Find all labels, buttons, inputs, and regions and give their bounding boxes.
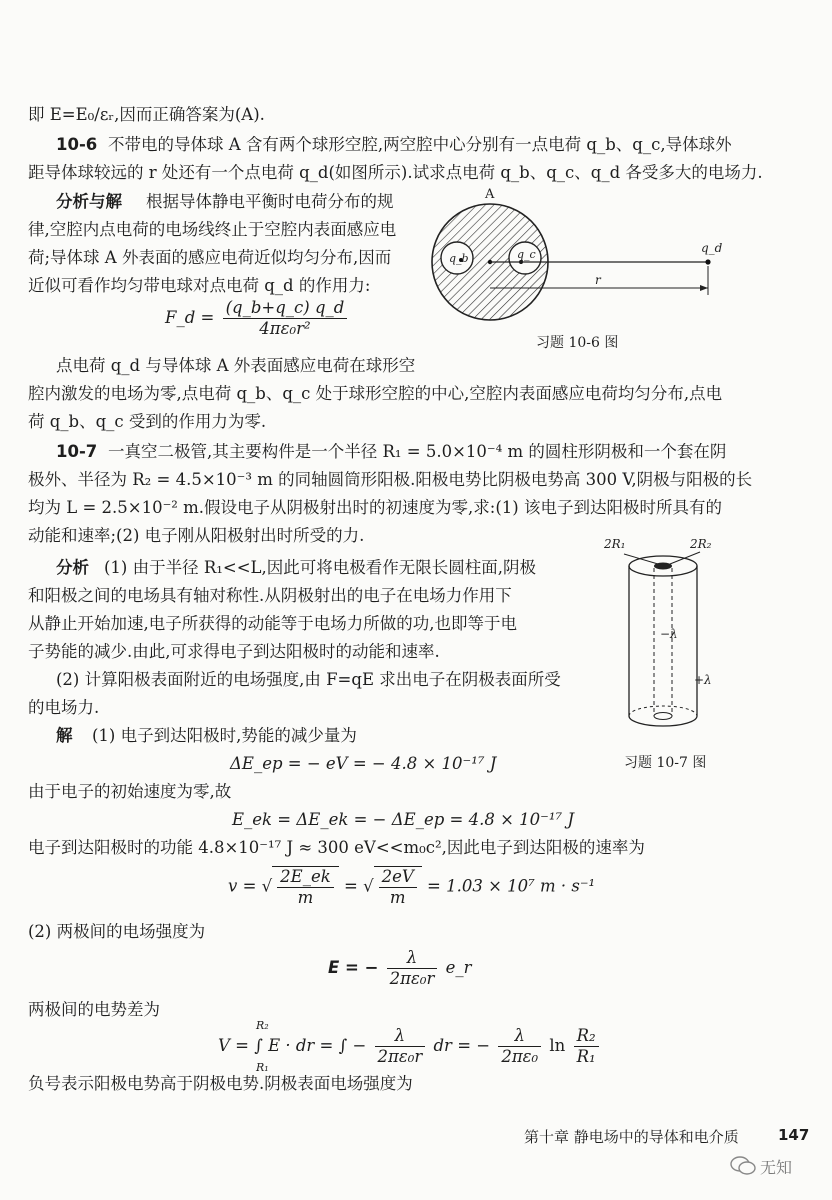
label-qd: q_d: [701, 241, 723, 255]
equation-fd: F_d = $\frac{(q\_b+q\_c) q\_d}{\text{4πε₀r²}}$: [165, 298, 350, 339]
text-line: (2) 两极间的电场强度为: [28, 922, 206, 941]
text-line: 距导体球较远的 r 处还有一个点电荷 q_d(如图所示).试求点电荷 q_b、q_c、q_d 各受多大的电场力.: [28, 163, 763, 182]
text-line: 一真空二极管,其主要构件是一个半径 R₁ = 5.0×10⁻⁴ m 的圆柱形阴极和一个套在阴: [108, 442, 727, 461]
text-line: 子势能的减少.由此,可求得电子到达阳极时的动能和速率.: [28, 642, 440, 661]
label-minus-lambda: −λ: [660, 627, 678, 641]
problem-number-10-7: 10-7: [56, 442, 98, 461]
text-line: 荷 q_b、q_c 受到的作用力为零.: [28, 412, 267, 431]
label-qc: q_c: [517, 248, 536, 261]
text-line: 点电荷 q_d 与导体球 A 外表面感应电荷在球形空: [56, 356, 416, 375]
equation-eek: E_ek = ΔE_ek = − ΔE_ep = 4.8 × 10⁻¹⁷ J: [232, 810, 574, 829]
text-line: 律,空腔内点电荷的电场线终止于空腔内表面感应电: [28, 220, 397, 239]
text-line: 近似可看作均匀带电球对点电荷 q_d 的作用力:: [28, 276, 371, 295]
text-line: 和阳极之间的电场具有轴对称性.从阴极射出的电子在电场力作用下: [28, 586, 512, 605]
text-line: 腔内激发的电场为零,点电荷 q_b、q_c 处于球形空腔的中心,空腔内表面感应电荷均匀分布,点电: [28, 384, 723, 403]
label-r: r: [595, 273, 601, 287]
text-line: 不带电的导体球 A 含有两个球形空腔,两空腔中心分别有一点电荷 q_b、q_c,导体球外: [108, 135, 732, 154]
equation-potential: V = ∫ E · dr = ∫ − $\frac{\lambda}{\text{2πε₀r}}$ dr = − $\frac{\lambda}{\text{2πε₀}}$ ln $\frac{\text{R₂}}{\text{R₁}}$: [218, 1026, 602, 1067]
text-line: 荷;导体球 A 外表面的感应电荷近似均匀分布,因而: [28, 248, 392, 267]
text-line: (1) 电子到达阳极时,势能的减少量为: [92, 726, 357, 745]
figure-10-6: [425, 180, 725, 340]
section-heading: 解: [56, 726, 73, 745]
equation-delta-eep: ΔE_ep = − eV = − 4.8 × 10⁻¹⁷ J: [230, 754, 497, 773]
text-line: 均为 L = 2.5×10⁻² m.假设电子从阴极射出时的初速度为零,求:(1) 该电子到达阳极时所具有的: [28, 498, 722, 517]
text-line: 动能和速率;(2) 电子刚从阳极射出时所受的力.: [28, 526, 365, 545]
text-line: 负号表示阳极电势高于阴极电势.阴极表面电场强度为: [28, 1074, 413, 1093]
text-line: (1) 由于半径 R₁<<L,因此可将电极看作无限长圆柱面,阴极: [104, 558, 536, 577]
section-heading: 分析与解: [56, 192, 122, 211]
problem-number-10-6: 10-6: [56, 135, 98, 154]
integral-upper-limit: R₂: [256, 1019, 269, 1032]
text-line: 极外、半径为 R₂ = 4.5×10⁻³ m 的同轴圆筒形阳极.阳极电势比阴极电势高 300 V,阴极与阳极的长: [28, 470, 753, 489]
page-number: 147: [778, 1126, 810, 1144]
integral-lower-limit: R₁: [256, 1061, 269, 1074]
text-line: 即 E=E₀/εᵣ,因而正确答案为(A).: [28, 105, 265, 124]
wechat-icon: [730, 1155, 756, 1177]
watermark-text: 无知: [760, 1158, 793, 1177]
figure-caption: 习题 10-6 图: [536, 335, 619, 351]
charge-qd-point: [705, 259, 710, 264]
equation-velocity: v = √ $\frac{2E\_ek}{m}$ = √ $\frac{2eV}{m}$ = 1.03 × 10⁷ m · s⁻¹: [228, 867, 596, 907]
chapter-title: 第十章 静电场中的导体和电介质: [524, 1128, 739, 1146]
text-line: 两极间的电势差为: [28, 1000, 160, 1019]
figure-10-7: [600, 532, 730, 742]
label-a: A: [485, 187, 495, 202]
figure-caption: 习题 10-7 图: [624, 755, 707, 771]
label-qb: q_b: [449, 252, 469, 265]
text-line: 的电场力.: [28, 698, 100, 717]
text-line: 从静止开始加速,电子所获得的动能等于电场力所做的功,也即等于电: [28, 614, 517, 633]
text-line: (2) 计算阳极表面附近的电场强度,由 F=qE 求出电子在阴极表面所受: [56, 670, 561, 689]
label-2r1: 2R₁: [604, 537, 626, 551]
label-plus-lambda: +λ: [694, 673, 712, 687]
section-heading: 分析: [56, 558, 89, 577]
label-2r2: 2R₂: [690, 537, 712, 551]
equation-e-field: E = − $\frac{\lambda}{\text{2πε₀r}}$ e_r: [328, 948, 472, 988]
text-line: 由于电子的初始速度为零,故: [28, 782, 232, 801]
text-line: 电子到达阳极时的功能 4.8×10⁻¹⁷ J ≈ 300 eV<<m₀c²,因此电子到达阳极的速率为: [28, 838, 645, 857]
text-line: 根据导体静电平衡时电荷分布的规: [146, 192, 394, 211]
